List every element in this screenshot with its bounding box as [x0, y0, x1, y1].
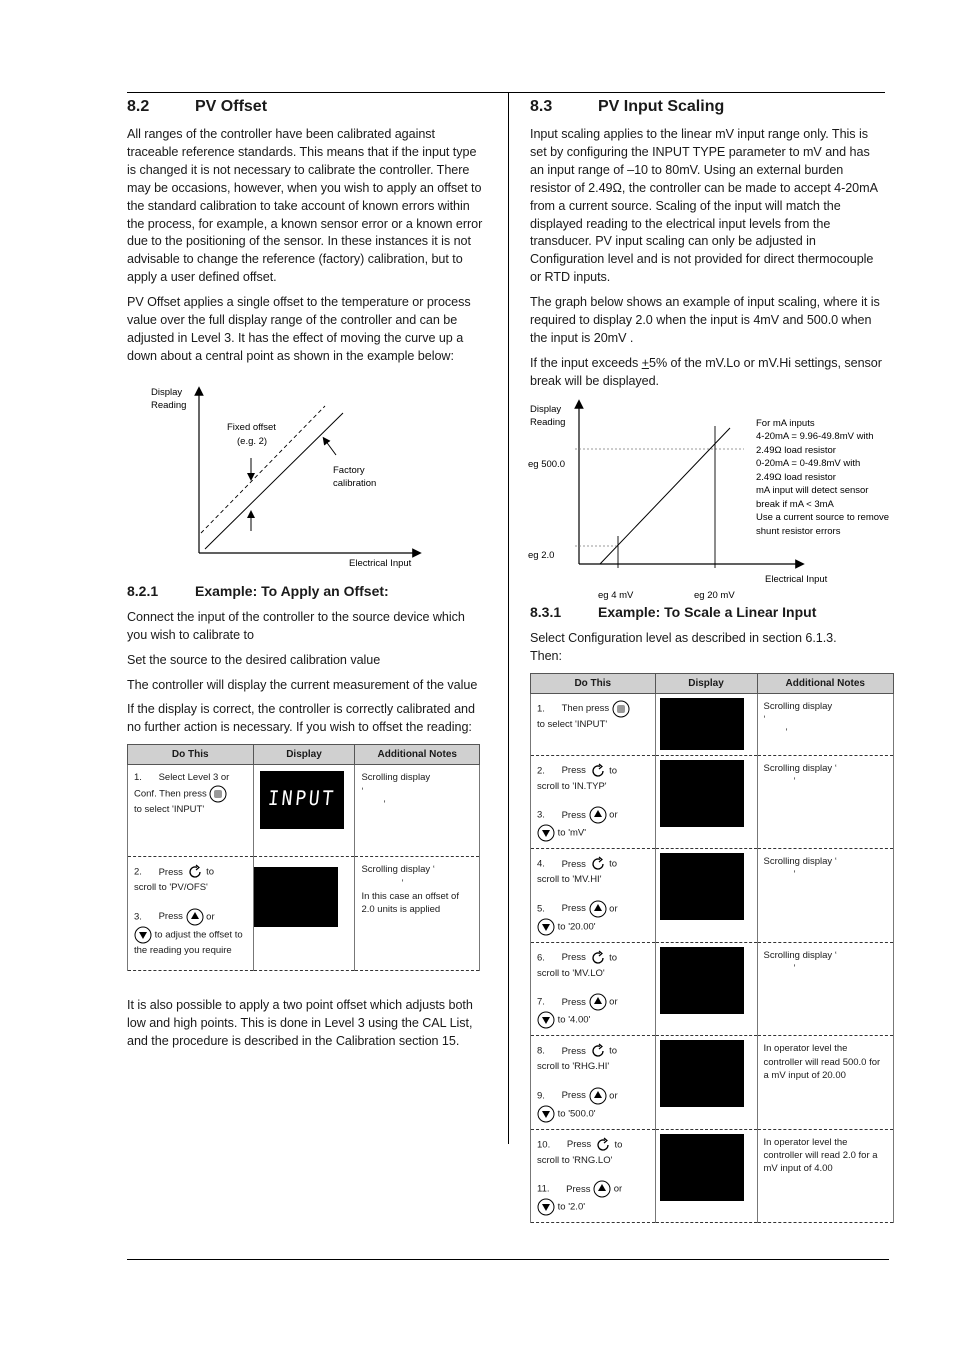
- note-text: Scrolling display ‘: [763, 762, 837, 774]
- y-label-2: Reading: [151, 399, 187, 411]
- eg-4mv-label: eg 4 mV: [598, 589, 634, 601]
- step-text: Press: [561, 903, 586, 915]
- subsection-number: 8.2.1: [127, 582, 159, 599]
- step-text: Press: [561, 809, 586, 821]
- up-button-icon: [186, 908, 204, 926]
- note-text: ’: [401, 877, 404, 889]
- note-line: mA input will detect sensor: [756, 484, 869, 496]
- fixed-offset-label: Fixed offset: [227, 421, 276, 433]
- step-text: Press: [158, 866, 183, 878]
- down-button-icon: [537, 918, 555, 936]
- scroll-button-icon: [589, 855, 607, 873]
- step-text: Press: [566, 1139, 592, 1151]
- right-column: [530, 98, 896, 1223]
- note-line: 2.49Ω load resistor: [756, 444, 836, 456]
- note-text: Scrolling display ‘: [361, 864, 435, 876]
- display-cell: [655, 1036, 757, 1130]
- notes-cell: [757, 1129, 894, 1223]
- down-button-icon: [537, 1105, 555, 1123]
- offset-graph-svg: [127, 373, 487, 569]
- notes-cell: [757, 1036, 894, 1130]
- do-this-cell: [531, 693, 656, 755]
- up-button-icon: [589, 900, 607, 918]
- section-heading-pv-input-scaling: [530, 98, 896, 116]
- factory-arrow: [325, 440, 336, 455]
- paragraph: The controller will display the current measurement of the value: [127, 677, 478, 692]
- section-title: PV Offset: [195, 98, 268, 115]
- step-number: 2.: [537, 765, 545, 777]
- ma-notes: [756, 418, 889, 537]
- subsection-heading-apply-offset: [127, 583, 487, 599]
- offset-graph: [127, 373, 487, 569]
- step-number: 1.: [537, 703, 545, 715]
- step-text: Press: [561, 996, 586, 1008]
- x-label: Electrical Input: [765, 573, 828, 585]
- step-text: or: [206, 911, 215, 923]
- scaling-graph: [528, 398, 896, 601]
- do-this-cell: [531, 1036, 656, 1130]
- section-number: 8.2: [127, 98, 150, 115]
- note-line: 0-20mA = 0-49.8mV with: [756, 457, 861, 469]
- paragraph: Input scaling applies to the linear mV input range only. This is set by configuring the INPUT TYPE parameter to mV and has an input range of –10 to 80mV. Using an external burden resistor of 2.49Ω, the controller can be made to accept 4-20mA from a current source. Scaling of the input will match the displayed reading to the electrical input levels from the transducer. PV input scaling can only be adjusted in Configuration level and is not provided for direct thermocouple or RTD inputs.: [530, 127, 878, 285]
- factory-label: Factory: [333, 464, 365, 476]
- step-text: scroll to 'MV.HI': [537, 874, 602, 886]
- scaling-line: [600, 428, 730, 564]
- step-text: scroll to 'RNG.LO': [537, 1154, 613, 1166]
- notes-cell: [757, 849, 894, 943]
- display-text: INPUT: [266, 786, 337, 811]
- controller-display: [260, 771, 344, 829]
- section-title: PV Input Scaling: [598, 98, 725, 115]
- note-line: break if mA < 3mA: [756, 498, 834, 510]
- note-text: ’: [793, 962, 796, 974]
- step-text: to: [609, 952, 618, 964]
- do-this-cell: [128, 857, 254, 971]
- up-button-icon: [589, 1087, 607, 1105]
- step-text: to select 'INPUT': [134, 803, 205, 815]
- step-text: or: [609, 996, 618, 1008]
- step-text: to: [206, 866, 215, 878]
- note-text: ’: [793, 869, 796, 881]
- down-button-icon: [537, 824, 555, 842]
- notes-cell: [355, 857, 480, 971]
- note-text: In this case an offset of 2.0 units is applied: [361, 890, 459, 916]
- step-text: to: [609, 765, 618, 777]
- down-button-icon: [537, 1011, 555, 1029]
- note-text: Scrolling display ‘: [763, 856, 837, 868]
- step-text: Press: [566, 1183, 591, 1195]
- display-cell: [253, 857, 355, 971]
- display-cell: [655, 1129, 757, 1223]
- table-row: [531, 942, 894, 1036]
- down-button-icon: [537, 1198, 555, 1216]
- do-this-cell: [531, 942, 656, 1036]
- step-number: 6.: [537, 952, 545, 964]
- step-text: Press: [158, 911, 183, 923]
- note-line: For mA inputs: [756, 417, 815, 429]
- note-text: Scrolling display ‘: [763, 949, 837, 961]
- column-header: Do This: [128, 745, 254, 765]
- step-text: to '20.00': [557, 921, 596, 933]
- text: 5% of the mV.Lo or mV.Hi settings, sensor break will be displayed.: [530, 355, 882, 388]
- controller-display: [660, 1134, 744, 1201]
- up-button-icon: [589, 993, 607, 1011]
- paragraph: Select Configuration level as described in section 6.1.3. Then:: [530, 630, 837, 663]
- note-text: ’: [793, 775, 796, 787]
- table-row: [531, 1036, 894, 1130]
- paragraph: The graph below shows an example of input scaling, where it is required to display 2.0 when the input is 4mV and 500.0 when the input is 20mV .: [530, 295, 880, 345]
- display-cell: [655, 942, 757, 1036]
- page-button-icon: [209, 785, 227, 803]
- scroll-button-icon: [589, 1042, 607, 1060]
- step-text: or: [609, 903, 618, 915]
- eg-20mv-label: eg 20 mV: [694, 589, 735, 601]
- controller-display: [254, 867, 338, 927]
- factory-calibration-line: [205, 413, 343, 549]
- paragraph: Connect the input of the controller to the source device which you wish to calibrate to: [127, 609, 465, 642]
- offset-steps-table: [127, 744, 480, 971]
- note-line: 4-20mA = 9.96-49.8mV with: [756, 430, 874, 442]
- table-row: [128, 765, 480, 857]
- column-header: Additional Notes: [757, 673, 894, 693]
- step-text: scroll to 'MV.LO': [537, 967, 605, 979]
- step-text: Press: [561, 1045, 586, 1057]
- eg-2-label: eg 2.0: [528, 549, 555, 561]
- y-label-1: Display: [530, 403, 562, 415]
- step-number: 3.: [537, 809, 545, 821]
- paragraph: If the display is correct, the controller is correctly calibrated and no further action is necessary. If you wish to offset the reading:: [127, 702, 475, 735]
- table-row: [531, 755, 894, 849]
- step-text: to: [614, 1139, 623, 1151]
- step-text: scroll to 'IN.TYP': [537, 780, 607, 792]
- step-number: 9.: [537, 1090, 545, 1102]
- table-row: [128, 857, 480, 971]
- fixed-offset-example: (e.g. 2): [237, 435, 268, 447]
- step-number: 11.: [537, 1183, 550, 1195]
- paragraph: Set the source to the desired calibration value: [127, 652, 381, 667]
- step-text: to '2.0': [557, 1201, 586, 1213]
- step-number: 7.: [537, 996, 545, 1008]
- subsection-heading-scale-linear-input: [530, 604, 896, 620]
- note-line: 2.49Ω load resistor: [756, 471, 836, 483]
- column-header: Display: [655, 673, 757, 693]
- display-cell: [655, 849, 757, 943]
- step-text: to adjust the offset to the reading you require: [134, 929, 243, 956]
- x-label: Electrical Input: [349, 557, 412, 569]
- step-text: to 'mV': [557, 827, 587, 839]
- scroll-button-icon: [186, 863, 204, 881]
- section-heading-pv-offset: [127, 98, 487, 116]
- paragraph: [530, 355, 886, 391]
- down-button-icon: [134, 926, 152, 944]
- step-text: to: [609, 1045, 618, 1057]
- do-this-cell: [531, 1129, 656, 1223]
- controller-display: [660, 853, 744, 920]
- step-text: scroll to 'RHG.HI': [537, 1061, 610, 1073]
- y-label-1: Display: [151, 386, 183, 398]
- step-text: or: [609, 1090, 618, 1102]
- bottom-rule: [127, 1259, 889, 1260]
- table-row: [531, 693, 894, 755]
- controller-display: [660, 1040, 744, 1107]
- step-text: to select 'INPUT': [537, 718, 608, 730]
- display-cell: [655, 755, 757, 849]
- calibration-label: calibration: [333, 477, 377, 489]
- display-cell: [253, 765, 355, 857]
- step-text: scroll to 'PV/OFS': [134, 882, 208, 894]
- note-text: In operator level the controller will read 2.0 for a mV input of 4.00: [763, 1136, 878, 1175]
- eg-500-label: eg 500.0: [528, 458, 565, 470]
- step-text: Press: [561, 1090, 586, 1102]
- step-number: 3.: [134, 911, 142, 923]
- note-line: Use a current source to remove: [756, 511, 890, 523]
- step-text: Press: [561, 858, 586, 870]
- subsection-number: 8.3.1: [530, 603, 562, 620]
- paragraph: It is also possible to apply a two point offset which adjusts both low and high points. This is done in Level 3 using the CAL List, and the procedure is described in the Calibration section 15.: [127, 998, 473, 1049]
- text: If the input exceeds: [530, 355, 642, 370]
- step-text: Press: [561, 952, 586, 964]
- top-rule: [127, 92, 885, 93]
- note-line: shunt resistor errors: [756, 525, 841, 537]
- note-text: In operator level the controller will read 500.0 for a mV input of 20.00: [763, 1043, 881, 1081]
- column-divider: [508, 92, 509, 1144]
- up-button-icon: [589, 806, 607, 824]
- note-text: ‘: [361, 785, 364, 797]
- note-text: ’: [383, 798, 386, 810]
- step-text: Conf. Then press: [134, 788, 207, 800]
- note-text: ‘: [763, 713, 766, 725]
- note-text: ’: [785, 727, 788, 739]
- controller-display: [660, 760, 744, 827]
- paragraph: All ranges of the controller have been calibrated against traceable reference standards. This means that if the input type is changed it is not necessary to calibrate the controller. There may be occasions, however, when you wish to apply an offset to the standard calibration to take account of known errors within the process, for example, a known sensor error or a known error due to the positioning of the sensor. In these instances it is not advisable to change the reference (factory) calibration, but to apply a user defined offset.: [127, 127, 483, 285]
- do-this-cell: [128, 765, 254, 857]
- scroll-button-icon: [589, 762, 607, 780]
- notes-cell: [757, 755, 894, 849]
- controller-display: [660, 947, 744, 1014]
- step-text: or: [613, 1183, 623, 1195]
- step-text: to '500.0': [557, 1108, 596, 1120]
- table-row: [531, 1129, 894, 1223]
- notes-cell: [355, 765, 480, 857]
- scroll-button-icon: [589, 949, 607, 967]
- plus-minus: +: [641, 355, 649, 370]
- step-number: 1.: [134, 772, 142, 784]
- step-number: 10.: [537, 1139, 551, 1151]
- step-text: to '4.00': [557, 1014, 591, 1026]
- y-label-2: Reading: [530, 416, 566, 428]
- table-row: [531, 849, 894, 943]
- left-column: [127, 98, 487, 1058]
- note-text: Scrolling display: [361, 772, 431, 784]
- column-header: Additional Notes: [355, 745, 480, 765]
- display-cell: [655, 693, 757, 755]
- controller-display: [660, 698, 744, 750]
- do-this-cell: [531, 755, 656, 849]
- scroll-button-icon: [594, 1136, 612, 1154]
- step-number: 4.: [537, 858, 545, 870]
- notes-cell: [757, 693, 894, 755]
- notes-cell: [757, 942, 894, 1036]
- section-number: 8.3: [530, 98, 553, 115]
- column-header: Do This: [531, 673, 656, 693]
- page-button-icon: [612, 700, 630, 718]
- subsection-title: Example: To Apply an Offset:: [195, 582, 389, 599]
- step-text: Press: [561, 765, 586, 777]
- step-number: 5.: [537, 903, 545, 915]
- do-this-cell: [531, 849, 656, 943]
- step-text: to: [609, 858, 618, 870]
- up-button-icon: [593, 1180, 611, 1198]
- column-header: Display: [253, 745, 355, 765]
- step-text: Select Level 3 or: [158, 772, 230, 784]
- step-number: 8.: [537, 1045, 545, 1057]
- step-number: 2.: [134, 866, 142, 878]
- scaling-steps-table: [530, 673, 894, 1224]
- note-text: Scrolling display: [763, 700, 833, 712]
- subsection-title: Example: To Scale a Linear Input: [598, 603, 817, 620]
- step-text: Then press: [561, 703, 610, 715]
- paragraph: PV Offset applies a single offset to the temperature or process value over the full display range of the controller and can be adjusted in Level 3. It has the effect of moving the curve up a down about a central point as shown in the example below:: [127, 295, 471, 363]
- scaling-graph-svg: [528, 398, 900, 601]
- step-text: or: [609, 809, 618, 821]
